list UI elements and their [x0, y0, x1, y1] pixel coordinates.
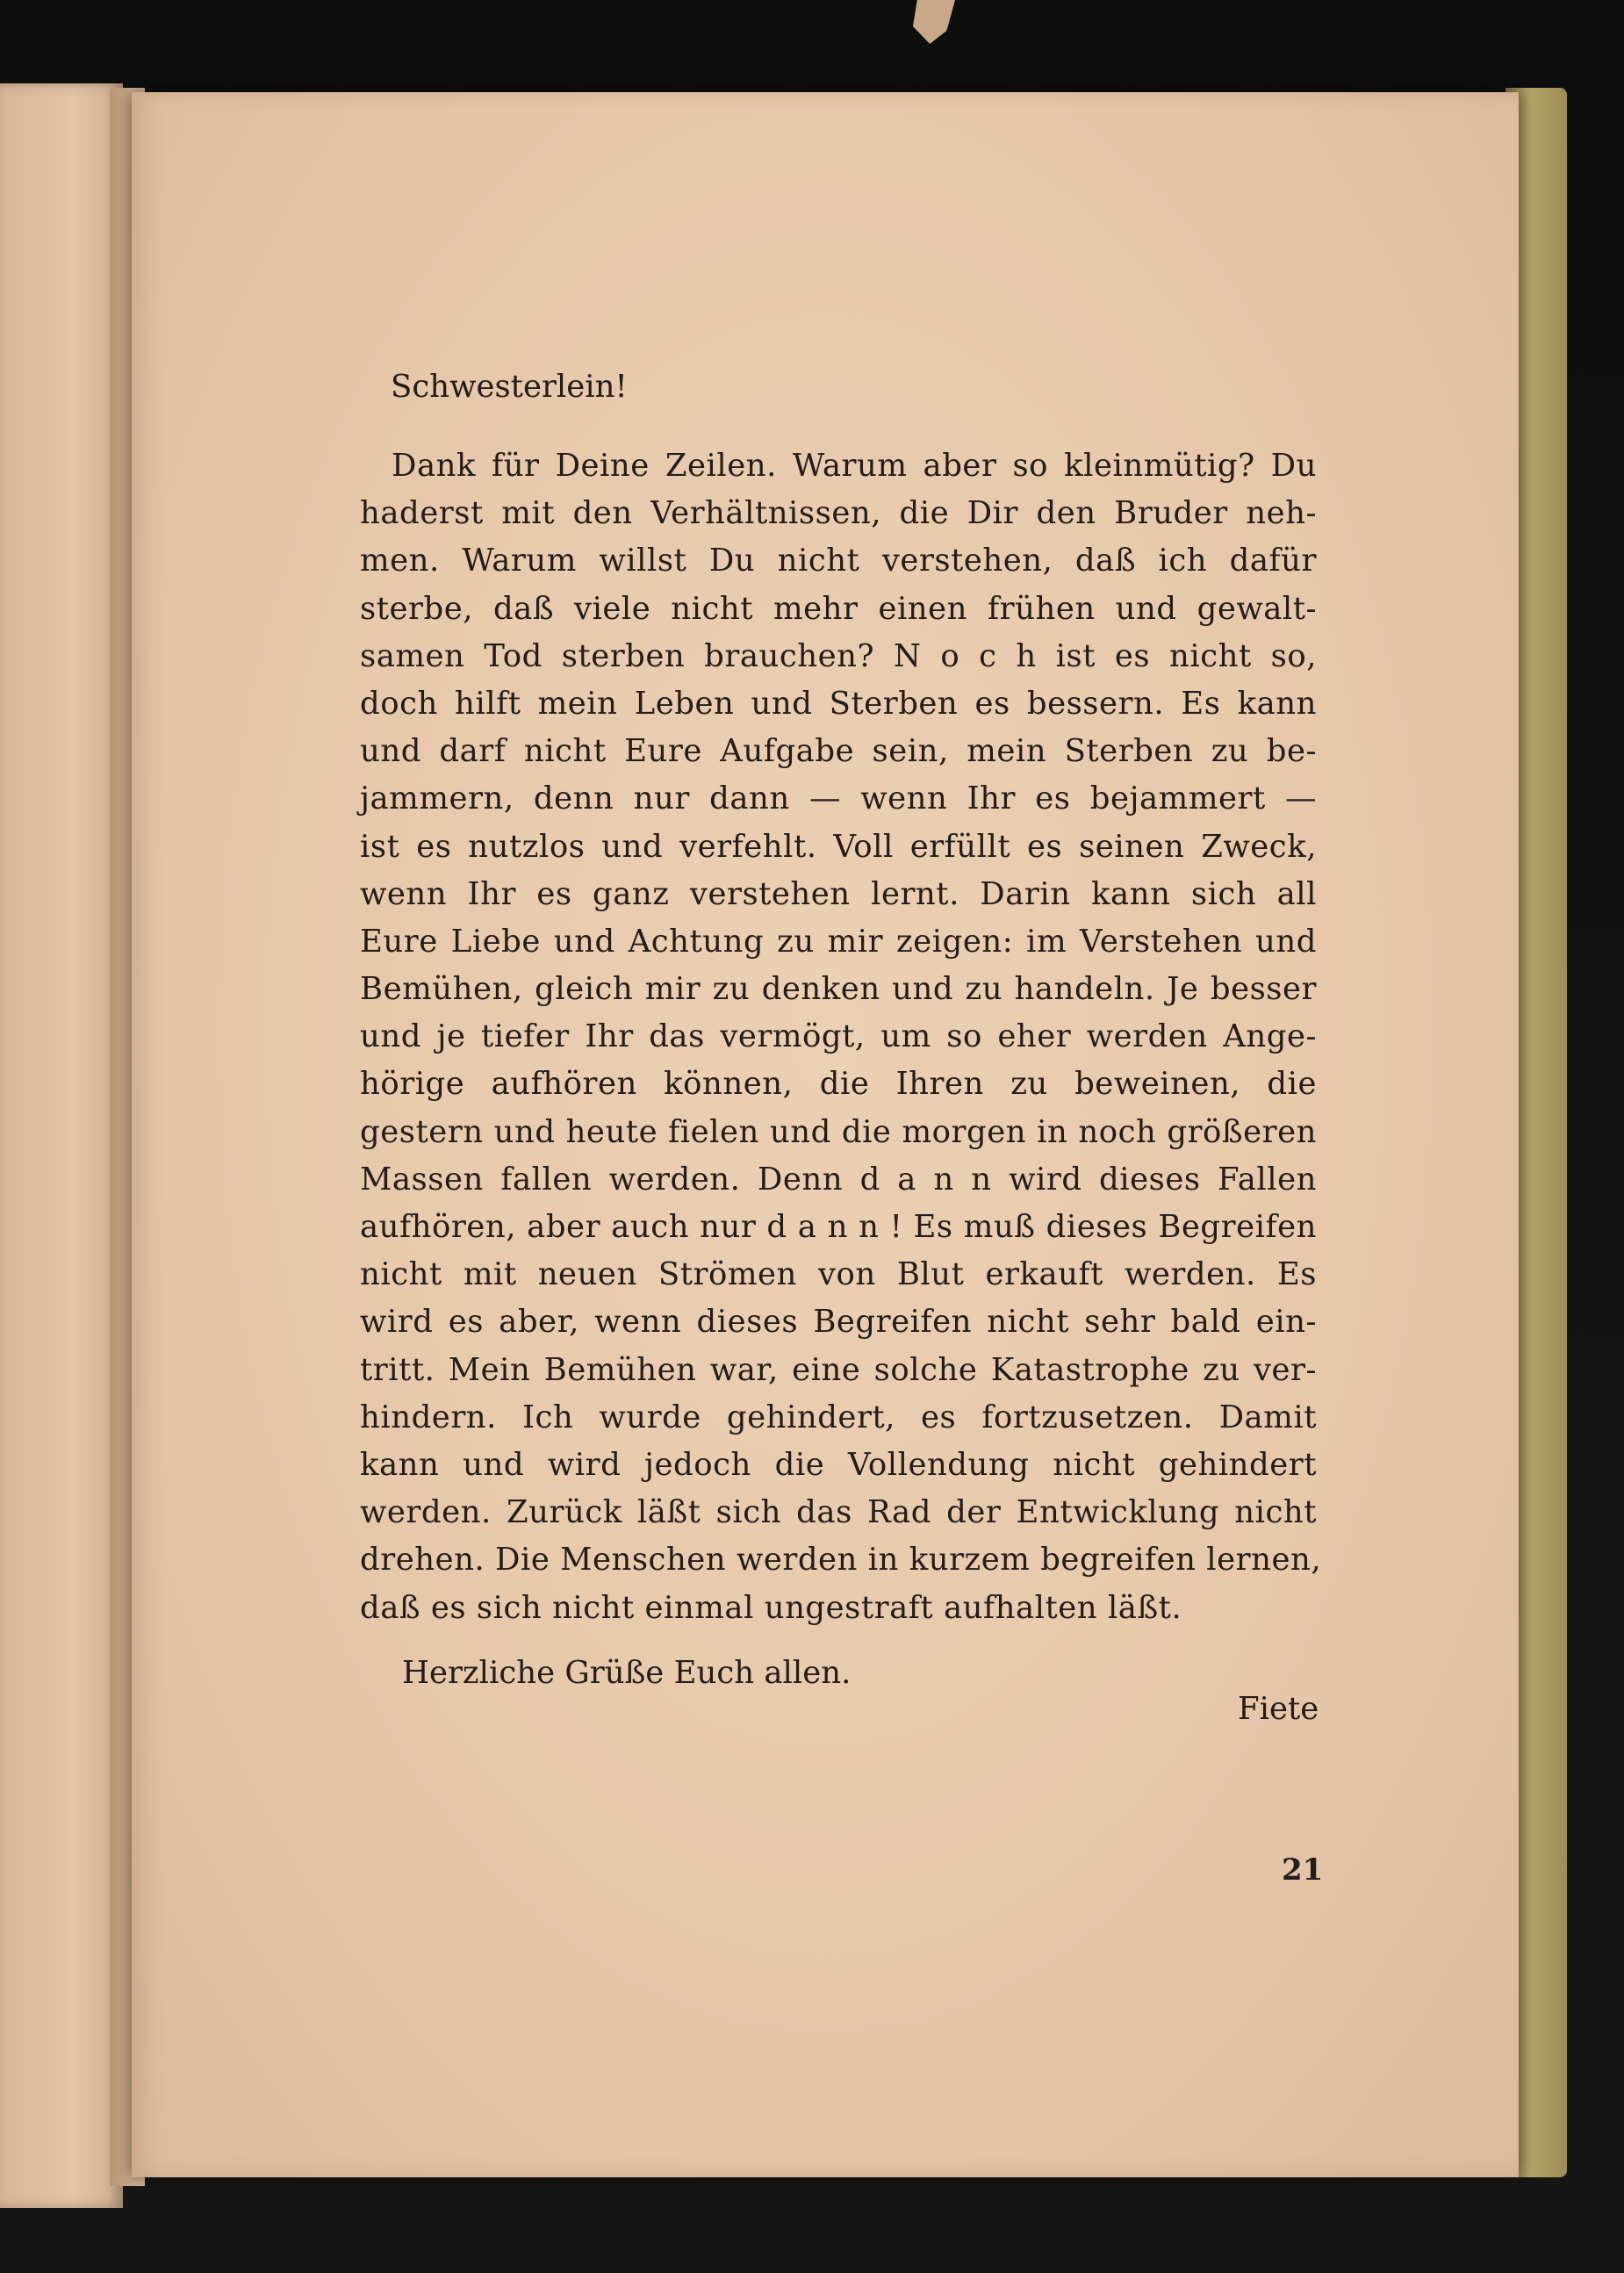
letter-closing-greeting: Herzliche Grüße Euch allen.	[402, 1655, 852, 1691]
letter-salutation: Schwesterlein!	[391, 369, 628, 405]
text-line: werden. Zurück läßt sich das Rad der Entwicklung nicht	[360, 1494, 1317, 1531]
text-line: gestern und heute fielen und die morgen in noch größeren	[360, 1113, 1317, 1150]
text-line: aufhören, aber auch nur d a n n ! Es muß dieses Begreifen	[360, 1209, 1317, 1245]
text-line: men. Warum willst Du nicht verstehen, daß ich dafür	[360, 543, 1317, 579]
text-line: hörige aufhören können, die Ihren zu beweinen, die	[360, 1066, 1317, 1103]
text-line: daß es sich nicht einmal ungestraft aufhalten läßt.	[360, 1589, 1182, 1626]
text-line: Eure Liebe und Achtung zu mir zeigen: im Verstehen und	[360, 923, 1317, 960]
text-line: und je tiefer Ihr das vermögt, um so eher werden Ange-	[360, 1018, 1317, 1055]
text-line: tritt. Mein Bemühen war, eine solche Katastrophe zu ver-	[360, 1351, 1317, 1388]
text-line: haderst mit den Verhältnissen, die Dir den Bruder neh-	[360, 495, 1317, 532]
text-line: Bemühen, gleich mir zu denken und zu handeln. Je besser	[360, 971, 1317, 1008]
text-line: sterbe, daß viele nicht mehr einen frühen und gewalt-	[360, 590, 1317, 627]
text-line: und darf nicht Eure Aufgabe sein, mein Sterben zu be-	[360, 733, 1317, 770]
text-line: drehen. Die Menschen werden in kurzem begreifen lernen,	[360, 1542, 1322, 1579]
text-line: samen Tod sterben brauchen? N o c h ist es nicht so,	[360, 637, 1317, 674]
text-line: wenn Ihr es ganz verstehen lernt. Darin kann sich all	[360, 875, 1317, 912]
text-line: jammern, denn nur dann — wenn Ihr es bejammert —	[360, 780, 1317, 817]
letter-body	[360, 448, 1322, 1637]
left-page-edge	[0, 83, 123, 2208]
text-line: wird es aber, wenn dieses Begreifen nicht sehr bald ein-	[360, 1304, 1317, 1341]
text-line: Dank für Deine Zeilen. Warum aber so kleinmütig? Du	[392, 448, 1317, 484]
text-line: ist es nutzlos und verfehlt. Voll erfüllt es seinen Zweck,	[360, 828, 1317, 865]
text-line: kann und wird jedoch die Vollendung nicht gehindert	[360, 1446, 1317, 1483]
text-line: hindern. Ich wurde gehindert, es fortzusetzen. Damit	[360, 1399, 1317, 1435]
text-line: Massen fallen werden. Denn d a n n wird dieses Fallen	[360, 1161, 1317, 1198]
text-line: nicht mit neuen Strömen von Blut erkauft werden. Es	[360, 1256, 1317, 1293]
text-line: doch hilft mein Leben und Sterben es bessern. Es kann	[360, 685, 1317, 722]
letter-signature: Fiete	[1238, 1691, 1319, 1727]
page-number: 21	[1282, 1852, 1324, 1888]
